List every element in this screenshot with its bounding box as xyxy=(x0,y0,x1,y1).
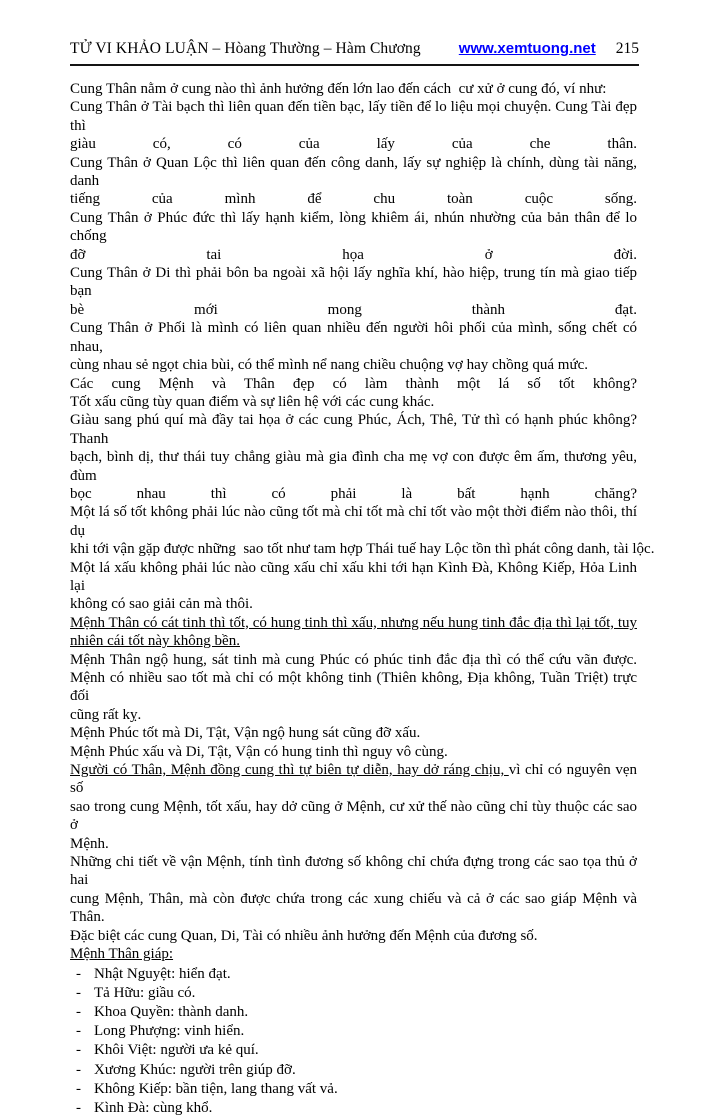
text-segment: giàu có, có của lấy của che thân. xyxy=(70,136,637,152)
underlined-text: Mệnh Thân giáp: xyxy=(70,946,173,962)
text-segment: bọc nhau thì có phải là bất hạnh chăng? xyxy=(70,486,637,502)
list-item xyxy=(70,1061,637,1080)
text-segment: bạch, bình dị, thư thái tuy chẳng giàu mà gia đình cha mẹ vợ con được êm ấm, thương yêu, đùm xyxy=(70,449,637,483)
text-segment: cung Mệnh, Thân, mà còn được chứa trong các xung chiếu và cả ở các sao giáp Mệnh và Thân. xyxy=(70,891,637,925)
list-item xyxy=(70,965,637,984)
header-divider xyxy=(70,64,639,66)
text-segment: Mệnh Thân ngộ hung, sát tinh mà cung Phúc có phúc tinh đắc địa thì có thể cứu vãn được. xyxy=(70,652,637,668)
list-item-text: Nhật Nguyệt: hiển đạt. xyxy=(94,965,231,984)
text-line xyxy=(70,945,637,963)
text-segment: cũng rất kỵ. xyxy=(70,707,141,723)
text-segment: Cung Thân ở Di thì phải bôn ba ngoài xã hội lấy nghĩa khí, hào hiệp, trung tín mà giao tiếp bạn xyxy=(70,265,637,299)
text-line xyxy=(70,80,637,98)
text-segment: Tốt xấu cũng tùy quan điểm và sự liên hệ với các cung khác. xyxy=(70,394,434,410)
text-line xyxy=(70,632,637,650)
text-line xyxy=(70,154,637,191)
text-line xyxy=(70,264,637,301)
underlined-text: nhiên cái tốt này không bền. xyxy=(70,633,240,649)
text-segment: Mệnh. xyxy=(70,836,109,852)
text-segment: Những chi tiết về vận Mệnh, tính tình đương số không chỉ chứa đựng trong các sao tọa thủ ở hai xyxy=(70,854,637,888)
list-item xyxy=(70,1022,637,1041)
list-item-text: Long Phượng: vinh hiển. xyxy=(94,1022,244,1041)
text-line xyxy=(70,669,637,706)
text-line xyxy=(70,595,637,613)
text-line xyxy=(70,724,637,742)
text-line xyxy=(70,356,637,374)
list-item-text: Tả Hữu: giầu có. xyxy=(94,984,195,1003)
text-line xyxy=(70,190,637,208)
text-line xyxy=(70,743,637,761)
text-segment: Mệnh Phúc tốt mà Di, Tật, Vận ngộ hung sát cũng đỡ xấu. xyxy=(70,725,420,741)
page-number: 215 xyxy=(616,40,639,58)
bullet-dash: - xyxy=(70,984,94,1003)
text-line xyxy=(70,761,637,798)
bullet-dash: - xyxy=(70,1061,94,1080)
list-item xyxy=(70,984,637,1003)
text-segment: sao trong cung Mệnh, tốt xấu, hay dở cũng ở Mệnh, cư xử thế nào cũng chỉ tùy thuộc các sao ở xyxy=(70,799,637,833)
text-line xyxy=(70,503,637,540)
text-line xyxy=(70,393,637,411)
text-segment: tiếng của mình để chu toàn cuộc sống. xyxy=(70,191,637,207)
bullet-dash: - xyxy=(70,1003,94,1022)
page-header xyxy=(70,40,639,58)
list-item xyxy=(70,1099,637,1118)
bullet-dash: - xyxy=(70,1022,94,1041)
book-title: TỬ VI KHẢO LUẬN – Hòang Thường – Hàm Chương xyxy=(70,40,421,58)
underlined-text: Người có Thân, Mệnh đồng cung thì tự biên tự diễn, hay dở ráng chịu, xyxy=(70,762,509,778)
text-line xyxy=(70,135,637,153)
list-item xyxy=(70,1080,637,1099)
text-line xyxy=(70,246,637,264)
text-segment: Giàu sang phú quí mà đầy tai họa ở các cung Phúc, Ách, Thê, Tử thì có hạnh phúc không? Thanh xyxy=(70,412,637,446)
text-line xyxy=(70,835,637,853)
text-line xyxy=(70,927,637,945)
text-segment: Các cung Mệnh và Thân đẹp có làm thành một lá số tốt không? xyxy=(70,376,637,392)
bullet-dash: - xyxy=(70,1080,94,1099)
text-segment: Cung Thân nằm ở cung nào thì ảnh hưởng đến lớn lao đến cách cư xử ở cung đó, ví như: xyxy=(70,81,606,97)
text-line xyxy=(70,890,637,927)
list-item-text: Không Kiếp: bần tiện, lang thang vất vả. xyxy=(94,1080,338,1099)
text-segment: vì chỉ có nguyên vẹn số xyxy=(70,762,637,796)
text-line xyxy=(70,798,637,835)
text-line xyxy=(70,614,637,632)
text-line xyxy=(70,209,637,246)
bullet-list xyxy=(70,965,637,1118)
list-item-text: Khoa Quyền: thành danh. xyxy=(94,1003,248,1022)
text-line xyxy=(70,651,637,669)
list-item-text: Khôi Việt: người ưa kẻ quí. xyxy=(94,1041,259,1060)
text-segment: Một lá số tốt không phải lúc nào cũng tốt mà chỉ tốt mà chỉ tốt vào một thời điểm nào thôi, thí dụ xyxy=(70,504,637,538)
text-line xyxy=(70,98,637,135)
text-segment: Đặc biệt các cung Quan, Di, Tài có nhiều ảnh hưởng đến Mệnh của đương số. xyxy=(70,928,538,944)
bullet-dash: - xyxy=(70,965,94,984)
text-line xyxy=(70,448,637,485)
text-segment: Cung Thân ở Tài bạch thì liên quan đến tiền bạc, lấy tiền để lo liệu mọi chuyện. Cung Tài đẹp thì xyxy=(70,99,637,133)
website-link[interactable]: www.xemtuong.net xyxy=(459,40,596,57)
text-segment: khi tới vận gặp được những sao tốt như tam hợp Thái tuế hay Lộc tồn thì phát công danh, tài lộc. xyxy=(70,541,654,557)
body-paragraphs xyxy=(70,80,637,964)
text-segment: đỡ tai họa ở đời. xyxy=(70,247,637,263)
text-segment: Cung Thân ở Phối là mình có liên quan nhiều đến người hôi phối của mình, sống chết có nhau, xyxy=(70,320,637,354)
text-segment: Mệnh có nhiều sao tốt mà chỉ có một không tinh (Thiên không, Địa không, Tuần Triệt) trực đối xyxy=(70,670,637,704)
text-segment: Mệnh Phúc xấu và Di, Tật, Vận có hung tinh thì nguy vô cùng. xyxy=(70,744,448,760)
list-item xyxy=(70,1003,637,1022)
bullet-dash: - xyxy=(70,1041,94,1060)
text-line xyxy=(70,301,637,319)
text-line xyxy=(70,319,637,356)
underlined-text: Mệnh Thân có cát tinh thì tốt, có hung tinh thì xấu, nhưng nếu hung tinh đắc địa thì lại tốt, tuy xyxy=(70,615,637,631)
text-segment: cùng nhau sẻ ngọt chia bùi, có thể mình nể nang chiều chuộng vợ hay chồng quá mức. xyxy=(70,357,588,373)
text-segment: không có sao giải cản mà thôi. xyxy=(70,596,253,612)
list-item xyxy=(70,1041,637,1060)
text-line xyxy=(70,411,637,448)
text-line xyxy=(70,853,637,890)
text-line xyxy=(70,559,637,596)
page-content xyxy=(70,80,637,1118)
bullet-dash: - xyxy=(70,1099,94,1118)
text-line xyxy=(70,485,637,503)
text-line xyxy=(70,540,637,558)
text-segment: Cung Thân ở Phúc đức thì lấy hạnh kiểm, lòng khiêm ái, nhún nhường của bản thân để lo chống xyxy=(70,210,637,244)
text-segment: bè mới mong thành đạt. xyxy=(70,302,637,318)
list-item-text: Xương Khúc: người trên giúp đỡ. xyxy=(94,1061,296,1080)
text-line xyxy=(70,375,637,393)
text-segment: Cung Thân ở Quan Lộc thì liên quan đến công danh, lấy sự nghiệp là chính, dùng tài năng, danh xyxy=(70,155,637,189)
text-line xyxy=(70,706,637,724)
text-segment: Một lá xấu không phải lúc nào cũng xấu chỉ xấu khi tới hạn Kình Đà, Không Kiếp, Hỏa Linh lại xyxy=(70,560,637,594)
list-item-text: Kình Đà: cùng khổ. xyxy=(94,1099,212,1118)
